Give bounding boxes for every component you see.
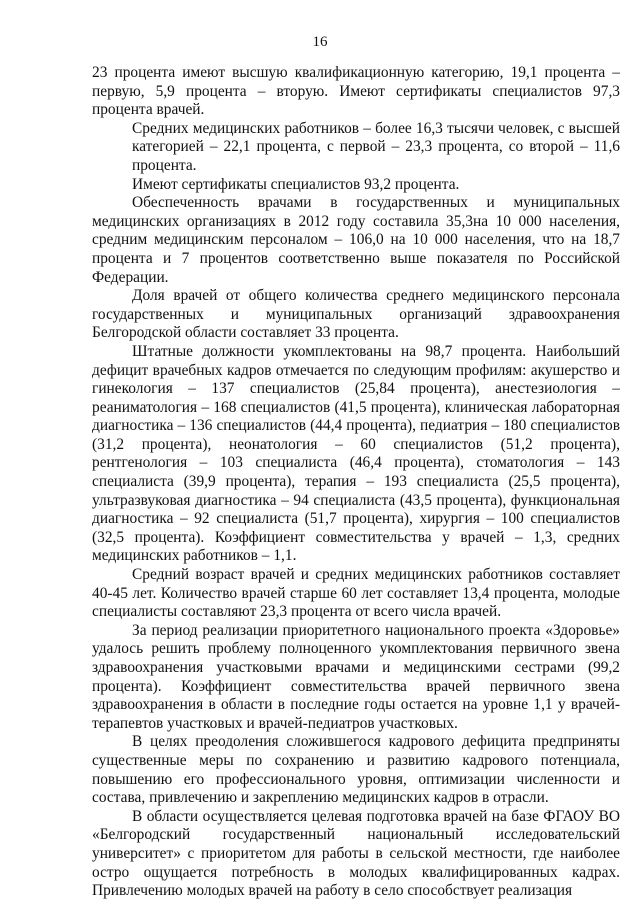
paragraph-staffing-deficit: Штатные должности укомплектованы на 98,7 процента. Наибольший дефицит врачебных кадров отмечается по следующим профилям: акушерство и гинекология – 137 специалистов (25,84 процента), анестезиология – реаниматология – 168 специалистов (41,5 процента), клиническая лабораторная диагностика – 136 специалистов (44,4 процента), педиатрия – 180 специалистов (31,2 процента), неонатология – 60 специалистов (51,2 процента), рентгенология – 103 специалиста (46,4 процента), стоматология – 143 специалиста (39,9 процента), терапия – 193 специалиста (25,5 процента), ультразвуковая диагностика – 94 специалиста (43,5 процента), функциональная диагностика – 92 специалиста (51,7 процента), хирургия – 100 специалистов (32,5 процента). Коэффициент совместительства у врачей – 1,3, средних медицинских работников – 1,1. xyxy=(92,342,620,565)
paragraph-staff-provision: Обеспеченность врачами в государственных и муниципальных медицинских организациях в 2012 году составила 35,3на 10 000 населения, средним медицинским персоналом – 106,0 на 10 000 населения, что на 18,7 процента и 7 процентов соответственно выше показателя по Российской Федерации. xyxy=(92,194,620,286)
paragraph-nurses-certificates: Имеют сертификаты специалистов 93,2 процента. xyxy=(132,175,460,193)
paragraph-average-age: Средний возраст врачей и средних медицинских работников составляет 40-45 лет. Количество врачей старше 60 лет составляет 13,4 процента, молодые специалисты составляют 23,3 процента от всего числа врачей. xyxy=(92,566,620,621)
body-text xyxy=(92,64,620,901)
paragraph-national-project: За период реализации приоритетного национального проекта «Здоровье» удалось решить проблему полноценного укомплектования первичного звена здравоохранения участковыми врачами и медицинскими сестрами (99,2 процента). Коэффициент совместительства врачей первичного звена здравоохранения в области в последние годы остается на уровне 1,1 у врачей-терапевтов участковых и врачей-педиатров участковых. xyxy=(92,621,620,732)
paragraph-doctor-share: Доля врачей от общего количества среднего медицинского персонала государственных и муниципальных организаций здравоохранения Белгородской области составляет 33 процента. xyxy=(92,287,620,342)
paragraph-targeted-training: В области осуществляется целевая подготовка врачей на базе ФГАОУ ВО «Белгородский государственный национальный исследовательский университет» с приоритетом для работы в сельской местности, где наиболее остро ощущается потребность в молодых квалифицированных кадрах. Привлечению молодых врачей на работу в село способствует реализация xyxy=(92,807,620,900)
paragraph-qualification-doctors: 23 процента имеют высшую квалификационную категорию, 19,1 процента – первую, 5,9 процента – вторую. Имеют сертификаты специалистов 97,3 процента врачей. xyxy=(92,64,620,119)
page-number: 16 xyxy=(312,34,328,50)
paragraph-deficit-measures: В целях преодоления сложившегося кадрового дефицита предприняты существенные меры по сохранению и развитию кадрового потенциала, повышению его профессионального уровня, оптимизации численности и состава, привлечению и закреплению медицинских кадров в отрасли. xyxy=(92,733,620,807)
paragraph-nurses-categories: Средних медицинских работников – более 16,3 тысячи человек, с высшей категорией – 22,1 процента, с первой – 23,3 процента, со второй – 11,6 процента. xyxy=(132,119,620,174)
